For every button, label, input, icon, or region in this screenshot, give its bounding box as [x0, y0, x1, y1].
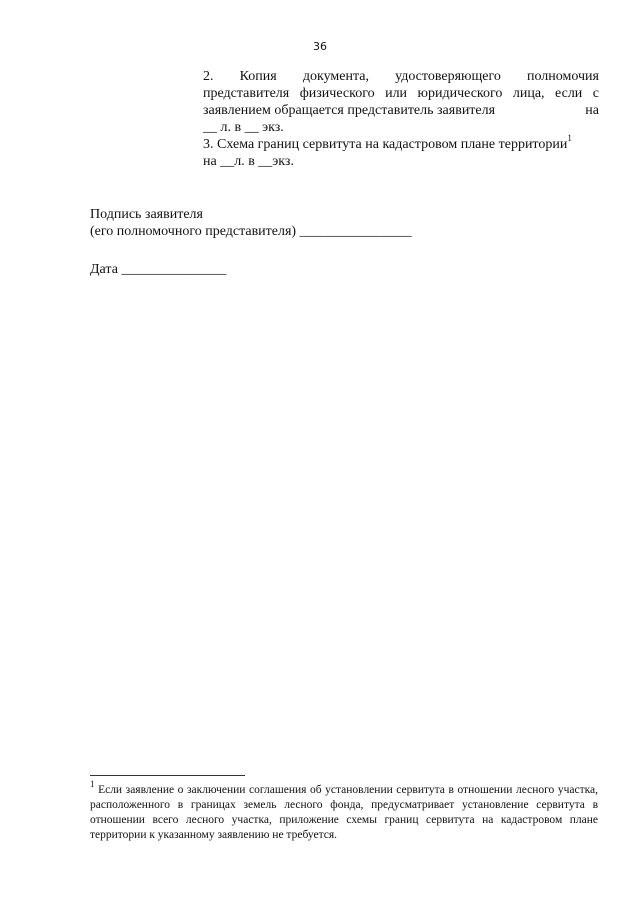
attachment-item-2-line-3-text: заявлением обращается представитель заявителя: [203, 103, 496, 118]
footnote-reference[interactable]: 1: [567, 133, 572, 144]
attachment-item-3: [203, 133, 599, 170]
footnote-divider: [90, 775, 245, 776]
attachment-item-2-copies: __ л. в __ экз.: [203, 120, 284, 135]
signature-block: [90, 206, 412, 240]
footnote-text: Если заявление о заключении соглашения об установлении сервитута в отношении лесного участка, расположенного в границах земель лесного фонда, предусматривает установление сервитута в отношении всего лесного участка, приложение схемы границ сервитута на кадастровом плане территории к указанному заявлению не требуется.: [90, 784, 598, 841]
attachment-item-2-line-3: [203, 102, 599, 119]
attachment-item-2-line-3-end: на: [585, 103, 599, 118]
attachment-item-2-line-1: 2. Копия документа, удостоверяющего полномочия: [203, 69, 599, 84]
attachment-item-3-copies: на __л. в __экз.: [203, 154, 294, 169]
footnote: [90, 779, 598, 843]
attachment-item-3-line-1: [203, 133, 599, 153]
page-number: 36: [313, 40, 327, 53]
footnote-marker: 1: [90, 779, 95, 790]
attachment-item-2: [203, 68, 599, 136]
attachment-item-3-text: 3. Схема границ сервитута на кадастровом плане территории: [203, 137, 568, 152]
date-line: Дата _______________: [90, 262, 227, 277]
signature-label: Подпись заявителя: [90, 207, 203, 222]
signature-representative-line: (его полномочного представителя) ________________: [90, 224, 412, 239]
footnote-text-block: [90, 779, 598, 843]
attachments-list: [203, 68, 599, 170]
attachment-item-2-line-2: представителя физического или юридического лица, если с: [203, 86, 599, 101]
